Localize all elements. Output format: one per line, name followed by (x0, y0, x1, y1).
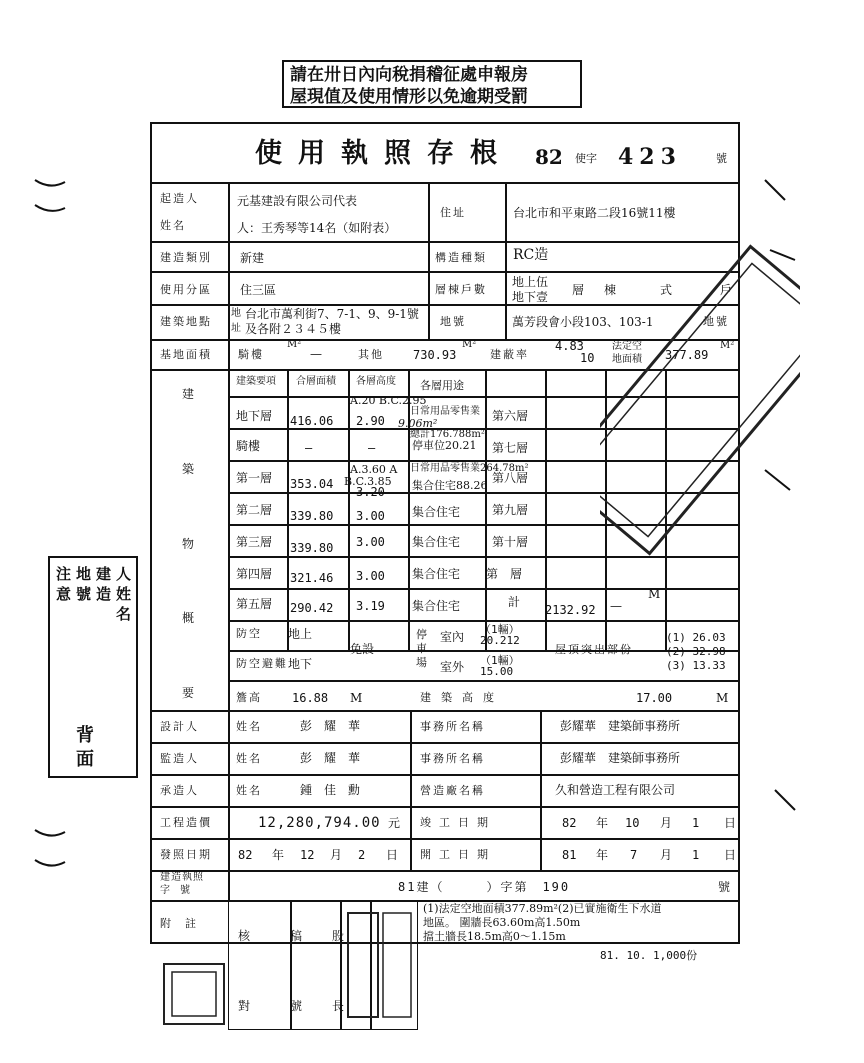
side-char-4: 概 (182, 611, 195, 625)
issue-day-unit: 日 (386, 848, 399, 862)
lot-value: 萬芳段會小段103、103-1 (512, 315, 654, 329)
arcade-unit: M² (287, 339, 302, 350)
arcade-value: — (310, 347, 322, 361)
permit-label-1: 建造執照 (160, 872, 204, 883)
complete-month-unit: 月 (660, 816, 673, 830)
block-unit: 棟 (604, 283, 617, 297)
total-label: 計 (508, 595, 521, 609)
floor-unit: 層 (572, 283, 585, 297)
height-value: 17.00 (636, 691, 673, 705)
roof-label: 屋頂突出部份 (555, 643, 633, 656)
parking-in-label: 室內 (440, 630, 465, 644)
complete-day: 1 (692, 816, 700, 830)
floors-label: 層棟戶數 (435, 283, 487, 296)
site-value-1: 台北市萬利街7、7-1、9、9-1號 (245, 307, 419, 321)
complete-year-unit: 年 (596, 816, 609, 830)
height-label: 建築高度 (420, 691, 504, 704)
issue-year-unit: 年 (272, 848, 285, 862)
start-month: 7 (630, 848, 638, 862)
site-label: 建築地點 (160, 315, 212, 328)
lot-label: 地號 (440, 315, 466, 328)
coverage-value-2: 10 (580, 351, 595, 365)
floor-height-2: 3.00 (356, 509, 385, 523)
floor-use-4: 集合住宅 (412, 567, 461, 581)
shelter-up: 地上 (288, 627, 313, 641)
floor-9-label: 第九層 (492, 503, 529, 517)
site-prefix-1: 地 (231, 308, 241, 319)
permit-word: 使字 (575, 152, 597, 165)
floor-height-3: 3.00 (356, 535, 385, 549)
floor-6-label: 第六層 (492, 409, 529, 423)
floor-7-label: 第七層 (492, 441, 529, 455)
complete-label: 竣工日期 (420, 816, 496, 829)
cost-unit: 元 (388, 816, 401, 830)
floor-area-3: 339.80 (290, 541, 334, 555)
side-note-col-3: 建造 (96, 565, 112, 603)
permit-number: 423 (618, 144, 682, 170)
supervisor-name: 彭耀華 (300, 751, 373, 765)
eave-value: 16.88 (292, 691, 329, 705)
form-title: 使用執照存根 (255, 138, 513, 169)
side-note-back: 背面 (76, 725, 94, 770)
roof-2: (2) 32.98 (666, 645, 726, 658)
floor-height-5: 3.19 (356, 599, 385, 613)
other-value: 730.93 (413, 348, 457, 362)
overlay-2: 日常用品零售業 (410, 406, 480, 417)
floor-name-3: 第三層 (236, 535, 273, 549)
contractor-factory-label: 營造廠名稱 (420, 784, 485, 797)
applicant-name-label: 姓名 (160, 219, 186, 232)
supervisor-office-label: 事務所名稱 (420, 752, 485, 765)
open-value: 377.89 (665, 348, 709, 362)
side-char-2: 築 (182, 462, 195, 476)
side-note-col-4: 人姓名 (116, 565, 132, 623)
designer-name-label: 姓名 (236, 720, 262, 733)
issue-month-unit: 月 (330, 848, 343, 862)
start-year-unit: 年 (596, 848, 609, 862)
side-char-5: 要 (182, 686, 195, 700)
shelter-label: 防空避難 (236, 657, 288, 670)
total-dash: — (610, 599, 622, 613)
issue-year: 82 (238, 848, 253, 862)
issue-label: 發照日期 (160, 848, 212, 861)
overlay-4: 總計176.788m² (410, 429, 485, 440)
floor-use-3: 集合住宅 (412, 535, 461, 549)
struct-label: 構造種類 (435, 251, 487, 264)
side-char-1: 建 (182, 387, 195, 401)
site-prefix-2: 址 (231, 323, 241, 334)
area-label: 基地面積 (160, 348, 212, 361)
address-label: 住址 (440, 206, 466, 219)
supervisor-name-label: 姓名 (236, 752, 262, 765)
seal-label-5: 對 (238, 999, 251, 1013)
cost-label: 工程造價 (160, 816, 212, 829)
start-day-unit: 日 (724, 848, 737, 862)
supervisor-label: 監造人 (160, 752, 199, 765)
applicant-address: 台北市和平東路二段16號11樓 (513, 206, 676, 220)
parking-label: 停車場 (416, 628, 429, 669)
shelter-down: 地下 (288, 657, 313, 671)
height-unit: M (716, 691, 729, 705)
floor-8-label: 第八層 (492, 471, 529, 485)
col-head-item: 建築要項 (236, 376, 276, 387)
build-type-label: 建造類別 (160, 251, 212, 264)
start-month-unit: 月 (660, 848, 673, 862)
floor-10-label: 第十層 (492, 535, 529, 549)
coverage-value-1: 4.83 (555, 339, 584, 353)
supervisor-office: 彭耀華 建築師事務所 (560, 751, 681, 765)
permit-label-2: 字號 (160, 885, 200, 896)
designer-label: 設計人 (160, 720, 199, 733)
floors-up: 地上伍 (512, 275, 549, 289)
applicant-name-2: 人：王秀琴等14名（如附表） (237, 221, 397, 235)
complete-year: 82 (562, 816, 577, 830)
seal-label-4: 長 (332, 999, 345, 1013)
overlay-1: A.20 B.C.2.95 (350, 394, 427, 407)
shelter-label-1: 防空 (236, 627, 262, 640)
col-head-use: 各層用途 (420, 379, 464, 392)
floor-name-2: 第二層 (236, 503, 273, 517)
eave-label: 簷高 (236, 691, 262, 704)
start-day: 1 (692, 848, 700, 862)
issue-month: 12 (300, 848, 315, 862)
build-type-value: 新建 (240, 251, 265, 265)
notice-box (282, 60, 582, 108)
seal-label-1: 核 (238, 929, 251, 943)
footer-note: 81. 10. 1,000份 (600, 949, 698, 962)
parking-out-label: 室外 (440, 660, 465, 674)
roof-1: (1) 26.03 (666, 631, 726, 644)
overlay-3: 9.06m² (398, 417, 438, 430)
total-value: 2132.92 (545, 603, 596, 617)
open-label-2: 地面積 (612, 354, 642, 365)
right-edge-marks-icon (755, 170, 815, 870)
permit-hao: 號 (716, 152, 727, 165)
overlay-5: A.3.60 A (350, 463, 398, 476)
cost-value: 12,280,794.00 (258, 815, 381, 831)
open-label-1: 法定空 (612, 341, 642, 352)
margin-mark-icon (30, 170, 70, 230)
total-unit: M (648, 587, 661, 601)
floor-name-4: 第四層 (236, 567, 273, 581)
notice-line-1: 請在卅日內向稅捐稽征處申報房 (290, 65, 528, 85)
floor-name-arcade: 騎樓 (236, 439, 261, 453)
floor-name-1: 第一層 (236, 471, 273, 485)
start-year: 81 (562, 848, 577, 862)
floor-n-label: 第 層 (486, 567, 523, 581)
struct-value: RC造 (513, 247, 549, 263)
notes-label: 附註 (160, 917, 210, 930)
zone-label: 使用分區 (160, 283, 212, 296)
floor-height-b1: 2.90 (356, 414, 385, 428)
floor-height-arcade: — (368, 441, 376, 455)
coverage-label: 建蔽率 (490, 348, 529, 361)
floor-use-1: 集合住宅88.26 (412, 479, 488, 492)
issue-day: 2 (358, 848, 366, 862)
floor-area-4: 321.46 (290, 571, 334, 585)
designer-office-label: 事務所名稱 (420, 720, 485, 733)
col-head-height: 各層高度 (356, 376, 396, 387)
notes-line-2: 地區。 圍牆長63.60m高1.50m (423, 916, 581, 929)
floor-area-5: 290.42 (290, 601, 334, 615)
side-note-col-1: 注意 (56, 565, 72, 603)
designer-name: 彭耀華 (300, 719, 373, 733)
floor-height-4: 3.00 (356, 569, 385, 583)
lot-suffix: 地號 (703, 315, 729, 328)
floor-use-5: 集合住宅 (412, 599, 461, 613)
shelter-note: 免設 (350, 642, 375, 656)
seal-label-3: 股 (332, 929, 345, 943)
floor-name-5: 第五層 (236, 597, 273, 611)
house-unit: 戶 (720, 283, 733, 297)
permit-year: 82 (535, 145, 563, 169)
site-value-2: 及各附２３４５樓 (245, 322, 342, 336)
floor-area-1: 353.04 (290, 477, 334, 491)
floor-area-2: 339.80 (290, 509, 334, 523)
contractor-name-label: 姓名 (236, 784, 262, 797)
permit-value: 81建（ ）字第 190 (398, 880, 571, 894)
applicant-label: 起造人 (160, 192, 199, 205)
seal-label-6: 號 (290, 999, 303, 1013)
side-note-box (48, 556, 138, 778)
other-label: 其他 (358, 348, 384, 361)
contractor-name: 鍾佳勳 (300, 783, 373, 797)
permit-hao: 號 (718, 880, 731, 894)
margin-mark-icon-2 (30, 820, 70, 880)
roof-3: (3) 13.33 (666, 659, 726, 672)
floor-area-b1: 416.06 (290, 414, 334, 428)
start-label: 開工日期 (420, 848, 496, 861)
arcade-label: 騎樓 (238, 348, 264, 361)
applicant-name-1: 元基建設有限公司代表 (237, 194, 358, 208)
parking-in-value: （1輛）20.212 (480, 623, 520, 647)
open-unit: M² (720, 340, 735, 351)
designer-office: 彭耀華 建築師事務所 (560, 719, 681, 733)
overlay-7: 日常用品零售業264.78m² (410, 463, 529, 474)
contractor-label: 承造人 (160, 784, 199, 797)
side-note-col-2: 地號 (76, 565, 92, 603)
floor-use-b1: 停車位20.21 (412, 439, 477, 452)
floors-down: 地下壹 (512, 290, 549, 304)
floor-use-2: 集合住宅 (412, 505, 461, 519)
type-word: 式 (660, 283, 673, 297)
side-char-3: 物 (182, 537, 195, 551)
seal-label-2: 稿 (290, 929, 303, 943)
seal-stamp-icon (160, 960, 230, 1030)
notice-line-2: 屋現值及使用情形以免逾期受罰 (290, 87, 528, 107)
col-head-area: 合層面積 (296, 376, 336, 387)
notes-line-3: 擋土牆長18.5m高0～1.15m (423, 930, 566, 943)
contractor-factory: 久和營造工程有限公司 (555, 783, 676, 797)
overlay-6: B.C.3.85 (344, 475, 392, 488)
floor-area-arcade: — (305, 441, 313, 455)
complete-month: 10 (625, 816, 640, 830)
floor-height-1: 3.20 (356, 485, 385, 499)
floor-name-b1: 地下層 (236, 409, 273, 423)
eave-unit: M (350, 691, 363, 705)
complete-day-unit: 日 (724, 816, 737, 830)
parking-out-value: （1輛）15.00 (480, 654, 520, 678)
notes-line-1: (1)法定空地面積377.89m²(2)已實施衛生下水道 (423, 902, 662, 915)
approval-stamp-icon (345, 910, 415, 1020)
zone-value: 住三區 (240, 283, 277, 297)
other-unit: M² (462, 339, 477, 350)
